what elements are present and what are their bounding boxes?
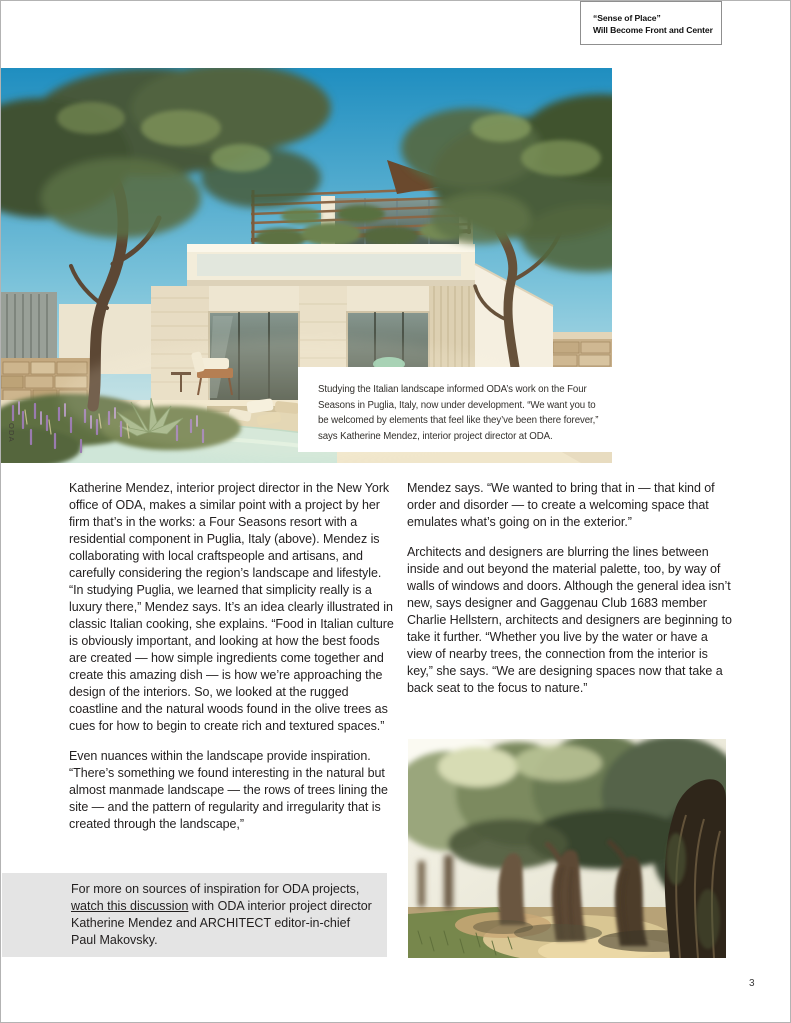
article-right-column: [407, 480, 734, 710]
header-note-line2: Will Become Front and Center: [593, 25, 713, 35]
article-paragraph: Mendez says. “We wanted to bring that in — that kind of order and disorder — to create a welcoming space that emulates what’s going on in the exterior.”: [407, 481, 715, 529]
article-left-column: [69, 480, 396, 846]
olive-grove-illustration: [408, 739, 726, 958]
callout-text-before: For more on sources of inspiration for ODA projects,: [71, 882, 360, 896]
header-note-line1: “Sense of Place”: [593, 13, 661, 23]
callout-box: [2, 873, 387, 957]
article-paragraph: Even nuances within the landscape provide inspiration. “There’s something we found interesting in the natural but almost manmade landscape — the rows of trees lining the site — and the pattern of regularity and irregularity that is created through the landscape,”: [69, 749, 388, 831]
watch-discussion-link[interactable]: watch this discussion: [71, 899, 189, 913]
olive-grove-photo: [408, 739, 726, 958]
header-note: [580, 1, 722, 45]
article-paragraph: Katherine Mendez, interior project director in the New York office of ODA, makes a similar point with a project by her firm that’s in the works: a Four Seasons resort with a residential component in Puglia, Italy (above). Mendez is collaborating with local craftspeople and artisans, and carefully considering the region’s landscape and lifestyle. “In studying Puglia, we learned that simplicity really is a luxury there,” Mendez says. It’s an idea clearly illustrated in classic Italian cooking, she explains. “Food in Italian culture is obviously important, and looking at how the best foods are created — how simple ingredients come together and create this amazing dish — is how we’re approaching the design of the interiors. So, we looked at the rugged coastline and the natural woods found in the olive trees as cues for how to begin to create rich and textured spaces.”: [69, 481, 394, 733]
callout-text: [71, 881, 375, 949]
hero-caption-text: Studying the Italian landscape informed ODA’s work on the Four Seasons in Puglia, Italy, now under development. “We want you to be welcomed by elements that feel like they’ve been there forever,” says Katherine Mendez, interior project director at ODA.: [318, 384, 599, 442]
photo-credit: ODA: [7, 423, 16, 443]
hero-caption: [298, 367, 614, 452]
callout-text-after: with ODA interior project director Katherine Mendez and ARCHITECT editor-in-chief Paul Makovsky.: [71, 899, 372, 947]
article-paragraph: Architects and designers are blurring the lines between inside and out beyond the material palette, too, by way of walls of windows and doors. Although the general idea isn’t new, says designer and Gaggenau Club 1683 member Charlie Hellstern, architects and designers are beginning to take it further. “Whether you live by the water or have a view of nearby trees, the connection from the interior is key,” she says. “We are designing spaces now that take a back seat to the focus to nature.”: [407, 545, 732, 695]
page-number: 3: [749, 978, 755, 989]
hero-photo: [1, 68, 612, 463]
